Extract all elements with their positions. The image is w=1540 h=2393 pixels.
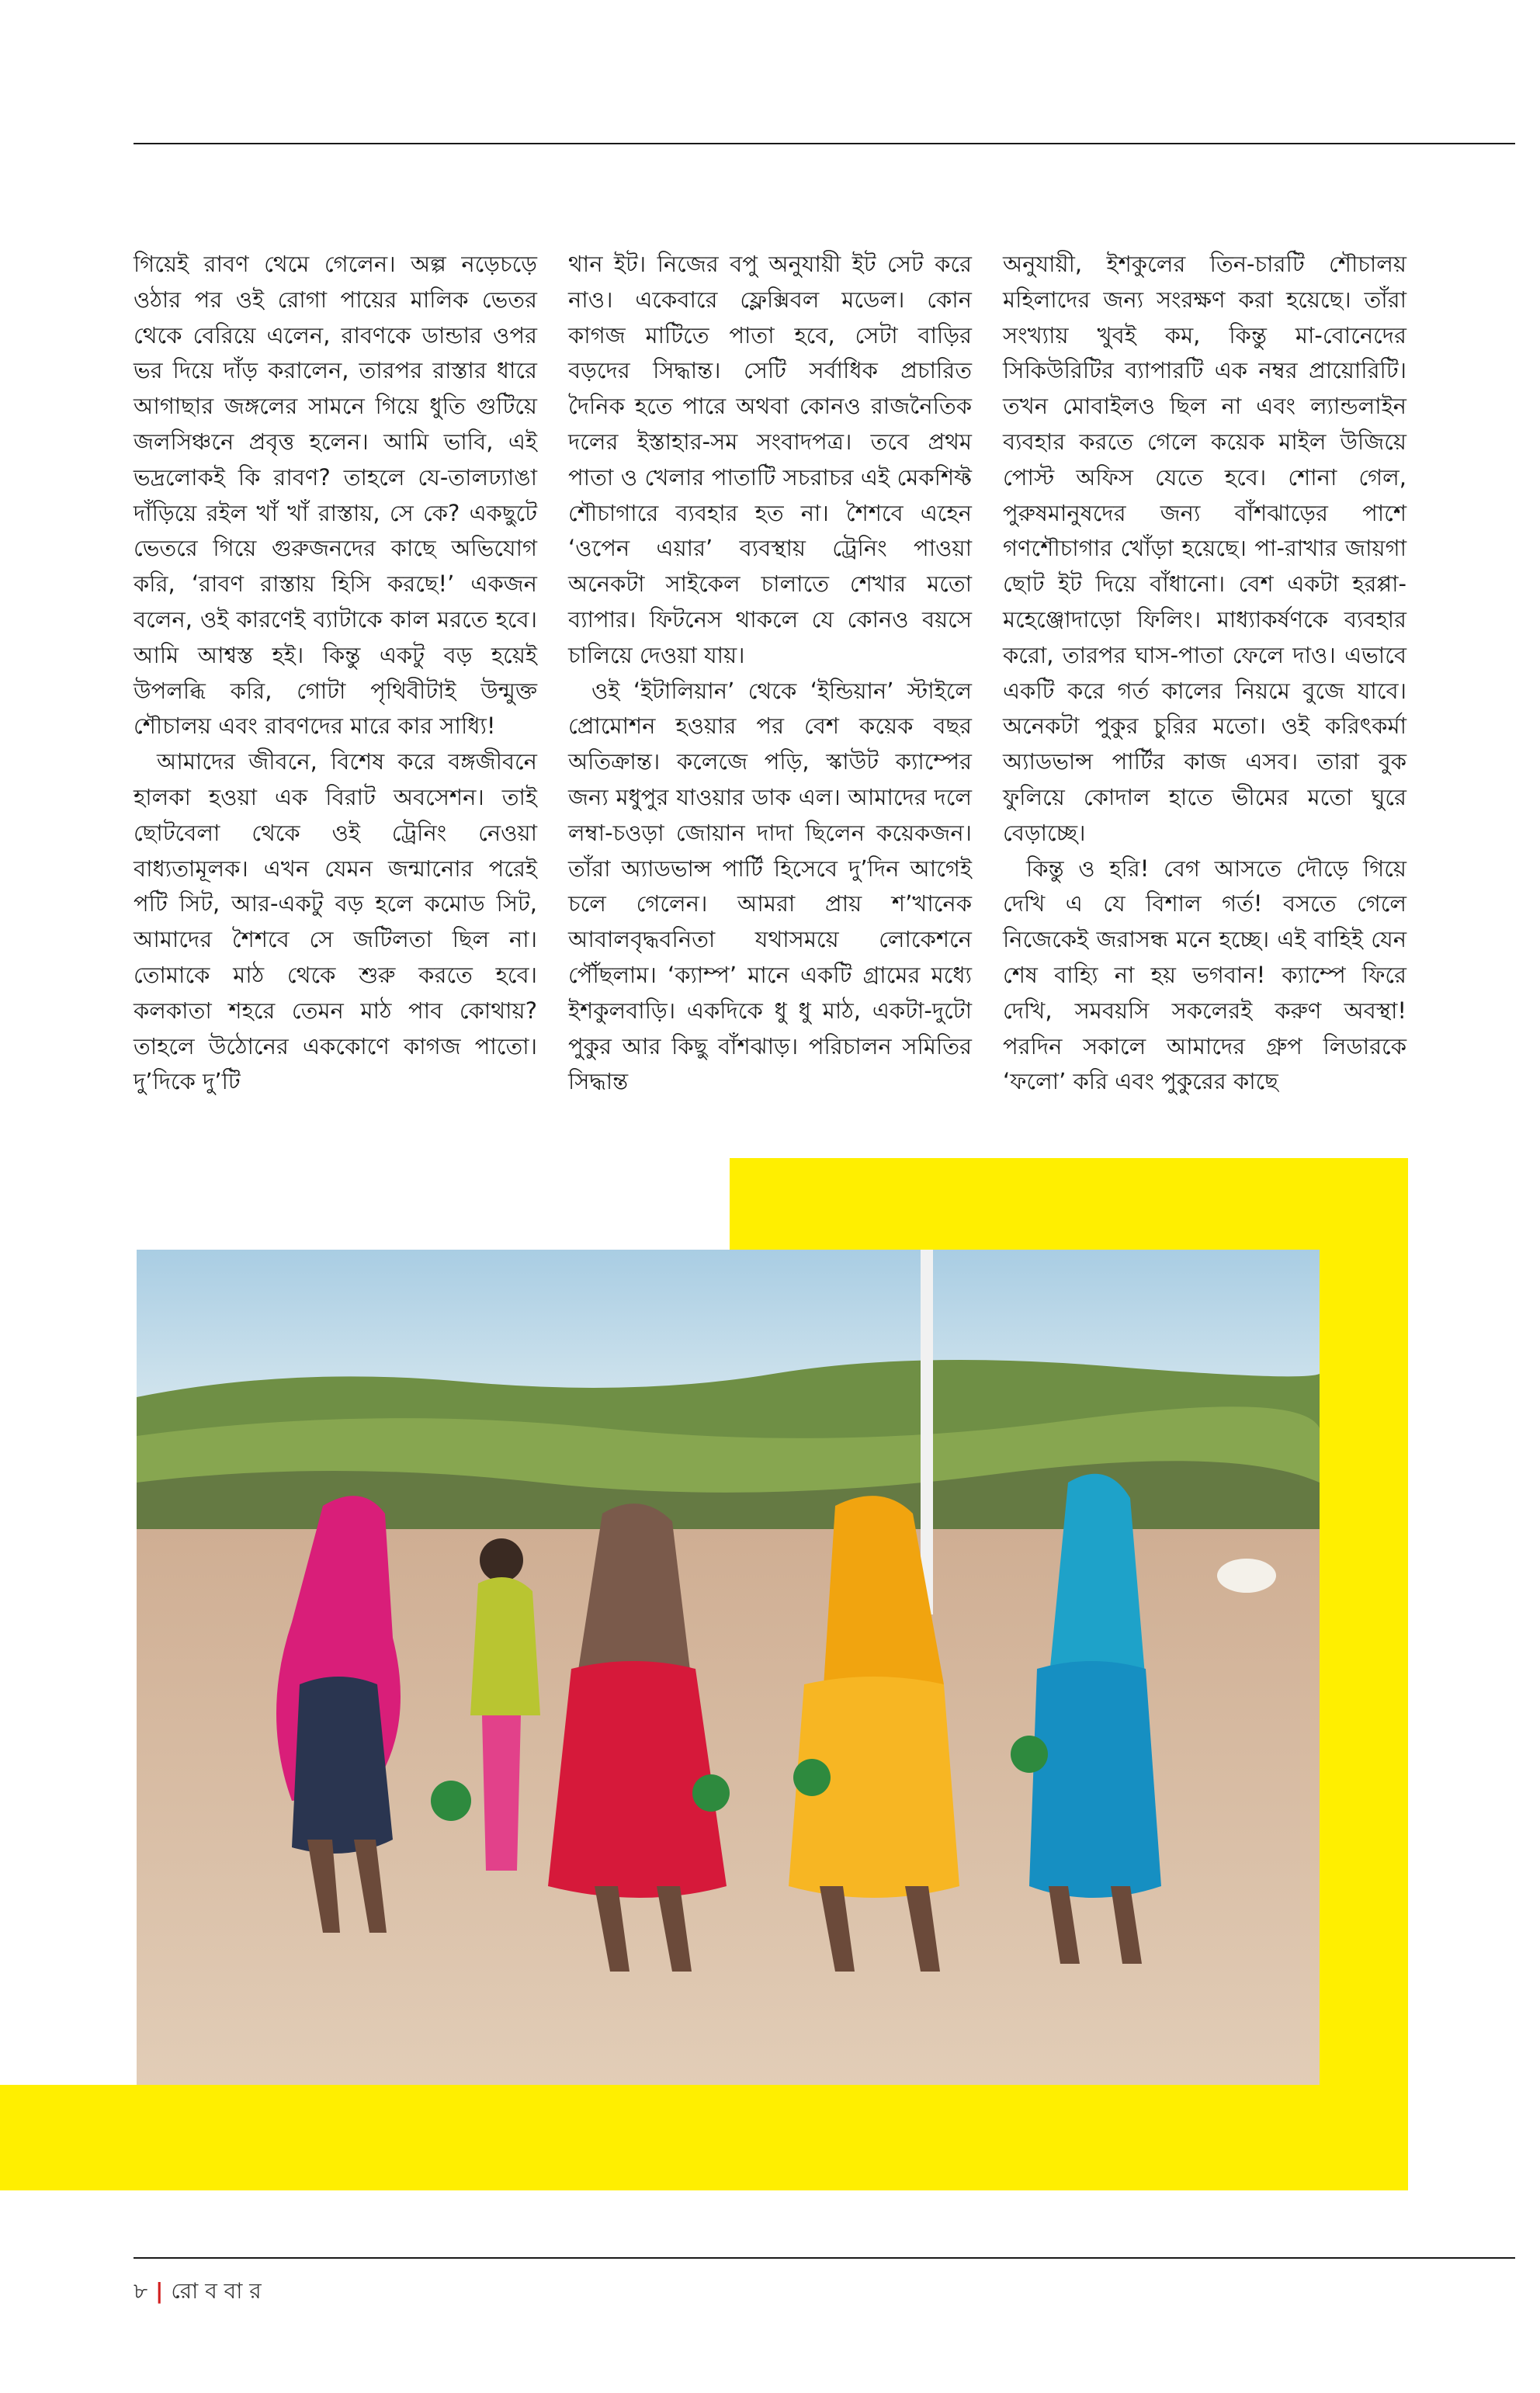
yellow-accent-bottom [0, 2085, 1408, 2190]
page-folio [134, 2274, 262, 2311]
paragraph: অনুযায়ী, ইশকুলের তিন-চারটি শৌচালয় মহিলাদের জন্য সংরক্ষণ করা হয়েছে। তাঁরা সংখ্যায় খুবই কম, কিন্তু মা-বোনেদের সিকিউরিটির ব্যাপারটি এক নম্বর প্রায়োরিটি। তখন মোবাইলও ছিল না এবং ল্যান্ডলাইন ব্যবহার করতে গেলে কয়েক মাইল উজিয়ে পোস্ট অফিস যেতে হবে। শোনা গেল, পুরুষমানুষদের জন্য বাঁশঝাড়ের পাশে গণশৌচাগার খোঁড়া হয়েছে। পা-রাখার জায়গা ছোট ইট দিয়ে বাঁধানো। বেশ একটা হরপ্পা-মহেঞ্জোদাড়ো ফিলিং। মাধ্যাকর্ষণকে ব্যবহার করো, তারপর ঘাস-পাতা ফেলে দাও। এভাবে একটি করে গর্ত কালের নিয়মে বুজে যাবে। অনেকটা পুকুর চুরির মতো। ওই করিৎকর্মা অ্যাডভান্স পার্টির কাজ এসব। তারা বুক ফুলিয়ে কোদাল হাতে ভীমের মতো ঘুরে বেড়াচ্ছে। [1003, 251, 1406, 846]
paragraph: আমাদের জীবনে, বিশেষ করে বঙ্গজীবনে হালকা হওয়া এক বিরাট অবসেশন। তাই ছোটবেলা থেকে ওই ট্রেনিং নেওয়া বাধ্যতামূলক। এখন যেমন জন্মানোর পরেই পটি সিট, আর-একটু বড় হলে কমোড সিট, আমাদের শৈশবে সে জটিলতা ছিল না। তোমাকে মাঠ থেকে শুরু করতে হবে। কলকাতা শহরে তেমন মাঠ পাব কোথায়? তাহলে উঠোনের এককোণে কাগজ পাতো। দু’দিকে দু’টি [134, 748, 537, 1095]
article-body [134, 247, 1406, 1101]
column-1 [134, 247, 537, 1100]
photo-illustration [137, 1250, 1320, 2085]
page-number: ৮ [134, 2278, 148, 2304]
yellow-accent-top [730, 1158, 1408, 1256]
paragraph: গিয়েই রাবণ থেমে গেলেন। অল্প নড়েচড়ে ওঠার পর ওই রোগা পায়ের মালিক ভেতর থেকে বেরিয়ে এলেন, রাবণকে ডান্ডার ওপর ভর দিয়ে দাঁড় করালেন, তারপর রাস্তার ধারে আগাছার জঙ্গলের সামনে গিয়ে ধুতি গুটিয়ে জলসিঞ্চনে প্রবৃত্ত হলেন। আমি ভাবি, এই ভদ্রলোকই কি রাবণ? তাহলে যে-তালঢ্যাঙা দাঁড়িয়ে রইল খাঁ খাঁ রাস্তায়, সে কে? একছুটে ভেতরে গিয়ে গুরুজনদের কাছে অভিযোগ করি, ‘রাবণ রাস্তায় হিসি করছে!’ একজন বলেন, ওই কারণেই ব্যাটাকে কাল মরতে হবে। আমি আশ্বস্ত হই। কিন্তু একটু বড় হয়েই উপলব্ধি করি, গোটা পৃথিবীটাই উন্মুক্ত শৌচালয় এবং রাবণদের মারে কার সাধ্যি! [134, 251, 537, 740]
article-photo [137, 1250, 1320, 2085]
column-3 [1003, 247, 1406, 1100]
magazine-name: রো ব বা র [171, 2278, 262, 2304]
column-2 [568, 247, 972, 1100]
paragraph: ওই ‘ইটালিয়ান’ থেকে ‘ইন্ডিয়ান’ স্টাইলে প্রোমোশন হওয়ার পর বেশ কয়েক বছর অতিক্রান্ত। কলেজে পড়ি, স্কাউট ক্যাম্পের জন্য মধুপুর যাওয়ার ডাক এল। আমাদের দলে লম্বা-চওড়া জোয়ান দাদা ছিলেন কয়েকজন। তাঁরা অ্যাডভান্স পার্টি হিসেবে দু’দিন আগেই চলে গেলেন। আমরা প্রায় শ’খানেক আবালবৃদ্ধবনিতা যথাসময়ে লোকেশনে পৌঁছলাম। ‘ক্যাম্প’ মানে একটি গ্রামের মধ্যে ইশকুলবাড়ি। একদিকে ধু ধু মাঠ, একটা-দুটো পুকুর আর কিছু বাঁশঝাড়। পরিচালন সমিতির সিদ্ধান্ত [568, 677, 972, 1095]
paragraph: থান ইট। নিজের বপু অনুযায়ী ইট সেট করে নাও। একেবারে ফ্লেক্সিবল মডেল। কোন কাগজ মাটিতে পাতা হবে, সেটা বাড়ির বড়দের সিদ্ধান্ত। সেটি সর্বাধিক প্রচারিত দৈনিক হতে পারে অথবা কোনও রাজনৈতিক দলের ইস্তাহার-সম সংবাদপত্র। তবে প্রথম পাতা ও খেলার পাতাটি সচরাচর এই মেকশিফ্ট শৌচাগারে ব্যবহার হত না। শৈশবে এহেন ‘ওপেন এয়ার’ ব্যবস্থায় ট্রেনিং পাওয়া অনেকটা সাইকেল চালাতে শেখার মতো ব্যাপার। ফিটনেস থাকলে যে কোনও বয়সে চালিয়ে দেওয়া যায়। [568, 251, 972, 668]
bottom-rule [134, 2257, 1515, 2259]
yellow-accent-right [1320, 1158, 1408, 2190]
folio-separator: | [155, 2278, 164, 2304]
paragraph: কিন্তু ও হরি! বেগ আসতে দৌড়ে গিয়ে দেখি এ যে বিশাল গর্ত! বসতে গেলে নিজেকেই জরাসন্ধ মনে হচ্ছে। এই বাহিই যেন শেষ বাহ্যি না হয় ভগবান! ক্যাম্পে ফিরে দেখি, সমবয়সি সকলেরই করুণ অবস্থা! পরদিন সকালে আমাদের গ্রুপ লিডারকে ‘ফলো’ করি এবং পুকুরের কাছে [1003, 855, 1406, 1095]
top-rule [134, 143, 1515, 144]
